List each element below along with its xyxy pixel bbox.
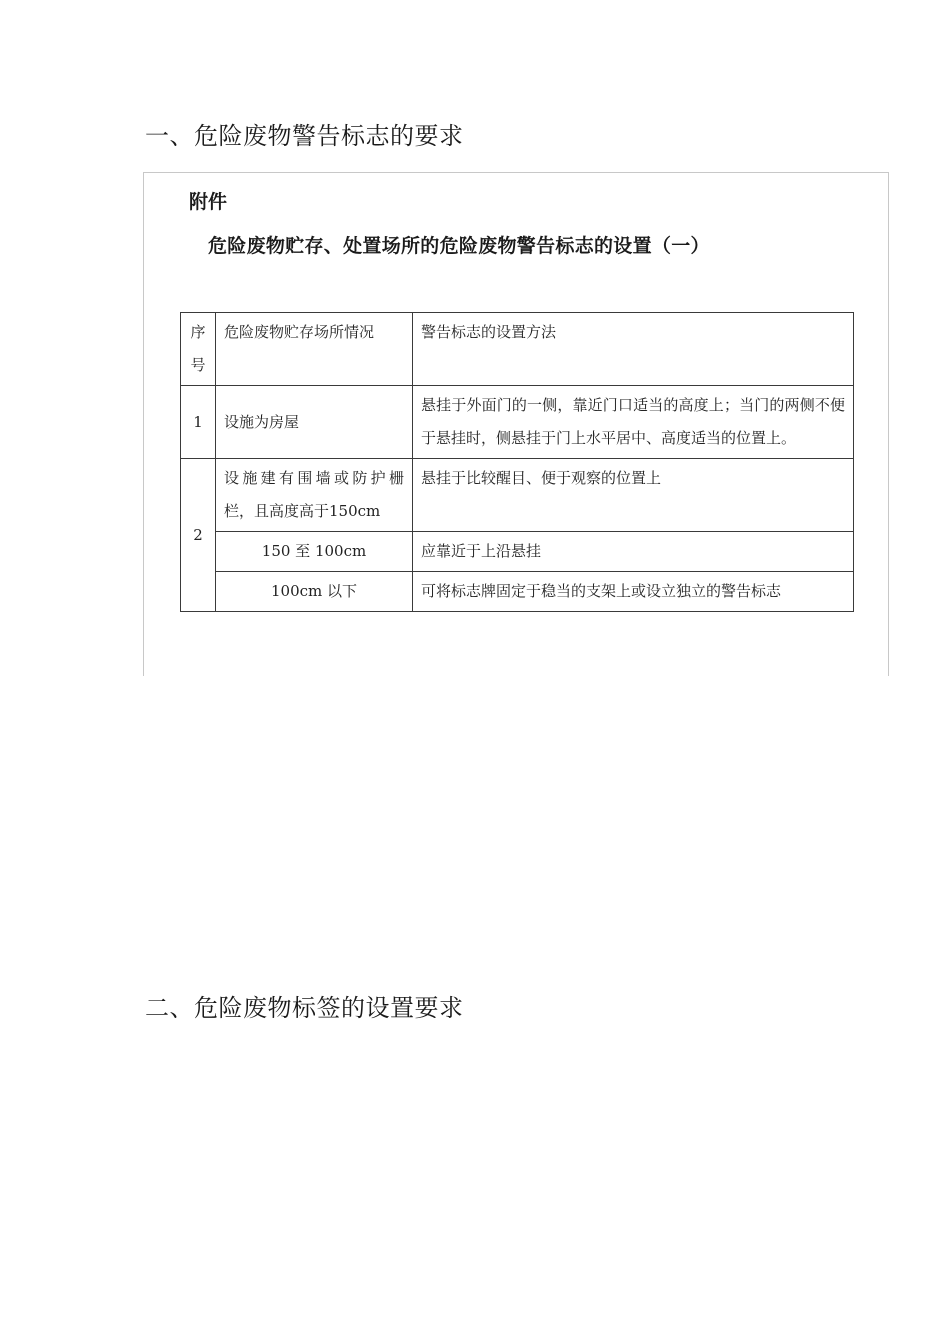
row-method: 悬挂于外面门的一侧，靠近门口适当的高度上；当门的两侧不便于悬挂时，侧悬挂于门上水平居中、高度适当的位置上。 <box>413 386 854 459</box>
row-situation: 100cm 以下 <box>216 572 413 612</box>
section-heading-label: 二、危险废物标签的设置要求 <box>145 994 464 1022</box>
row-method: 可将标志牌固定于稳当的支架上或设立独立的警告标志 <box>413 572 854 612</box>
warning-sign-table <box>180 312 854 612</box>
row-no: 1 <box>181 386 216 459</box>
header-no: 序号 <box>181 313 216 386</box>
attachment-title: 危险废物贮存、处置场所的危险废物警告标志的设置（一） <box>208 235 710 257</box>
table-row <box>181 572 854 612</box>
table-row <box>181 386 854 459</box>
row-method: 应靠近于上沿悬挂 <box>413 532 854 572</box>
header-method: 警告标志的设置方法 <box>413 313 854 386</box>
table-row <box>181 459 854 532</box>
section-heading-warning-sign: 一、危险废物警告标志的要求 <box>145 122 464 150</box>
table-header-row <box>181 313 854 386</box>
table-row <box>181 532 854 572</box>
row-situation: 设施建有围墙或防护栅 栏，且高度高于150cm <box>216 459 413 532</box>
attachment-label: 附件 <box>189 191 228 213</box>
row-situation: 设施为房屋 <box>216 386 413 459</box>
header-situation: 危险废物贮存场所情况 <box>216 313 413 386</box>
attachment-figure <box>143 172 889 676</box>
row-situation: 150 至 100cm <box>216 532 413 572</box>
row-method: 悬挂于比较醒目、便于观察的位置上 <box>413 459 854 532</box>
row-no: 2 <box>181 459 216 612</box>
